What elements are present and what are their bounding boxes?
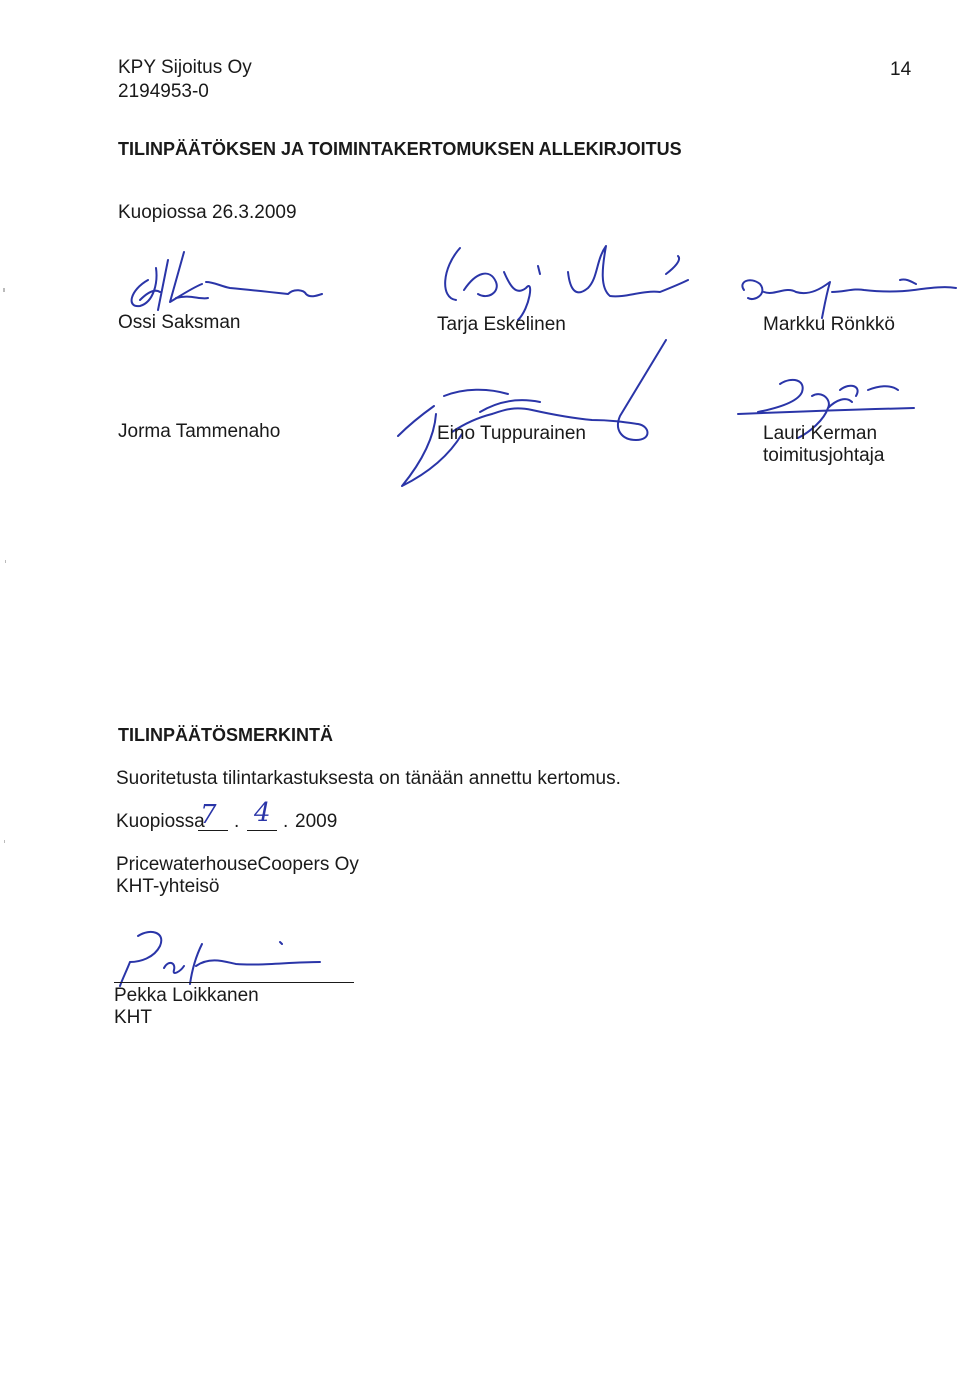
audit-month: 4 [254,798,271,828]
audit-place: Kuopiossa [116,811,205,832]
signature-eino-tuppurainen [380,340,660,490]
signatory-role: toimitusjohtaja [763,445,885,466]
audit-statement: Suoritetusta tilintarkastuksesta on tänään annettu kertomus. [116,768,621,789]
auditor-name: Pekka Loikkanen [114,985,259,1006]
signatory-name: Lauri Kerman [763,423,878,444]
day-blank [198,830,228,831]
scan-speck [5,560,6,563]
audit-firm: PricewaterhouseCoopers Oy [116,854,359,875]
scan-speck [3,288,5,292]
signatory-name: Tarja Eskelinen [437,314,566,335]
date-separator: . [283,811,289,832]
business-id: 2194953-0 [118,81,209,102]
audit-day: 7 [200,800,217,830]
signatory-name: Markku Rönkkö [763,314,895,335]
month-blank [247,830,277,831]
signatory-name: Eino Tuppurainen [437,423,586,444]
page-number: 14 [890,59,912,80]
auditor-title: KHT [114,1007,152,1028]
date-separator: . [234,811,240,832]
auditor-signature-line [114,982,354,983]
signing-place-date: Kuopiossa 26.3.2009 [118,202,297,223]
audit-title: TILINPÄÄTÖSMERKINTÄ [118,725,333,745]
signature-markku-ronkko [730,262,960,322]
signatory-name: Ossi Saksman [118,312,241,333]
audit-year: 2009 [295,811,338,832]
company-name: KPY Sijoitus Oy [118,57,252,78]
audit-firm-type: KHT-yhteisö [116,876,220,897]
signature-ossi-saksman [110,238,330,318]
signature-pekka-loikkanen [110,922,340,988]
signing-title: TILINPÄÄTÖKSEN JA TOIMINTAKERTOMUKSEN ALLEKIRJOITUS [118,139,682,159]
signature-tarja-eskelinen [430,228,700,323]
signatory-name: Jorma Tammenaho [118,421,281,442]
scan-speck [4,840,5,843]
